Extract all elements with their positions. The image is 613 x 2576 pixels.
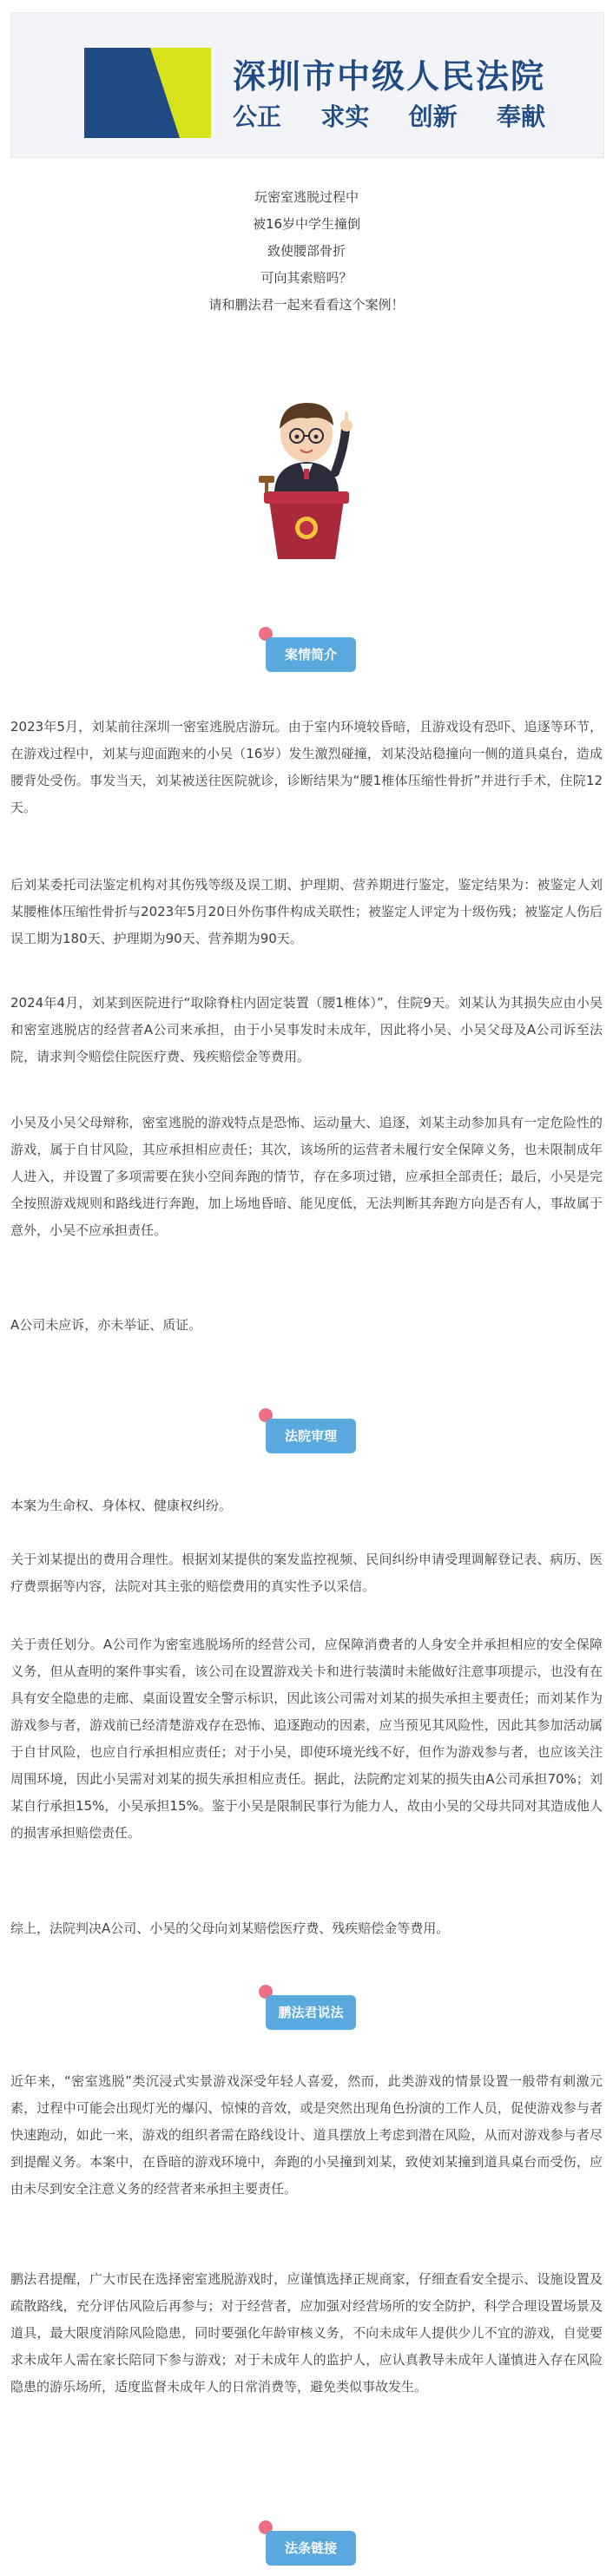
section-title: 案情简介 <box>266 637 356 672</box>
judge-paragraph: 近年来，“密室逃脱”类沉浸式实景游戏深受年轻人喜爱，然而，此类游戏的情景设置一般带有刺激元素，过程中可能会出现灯光的爆闪、惊悚的音效，或是突然出现角色扮演的工作人员，促使游戏参与者快速跑动，如此一来，游戏的组织者需在路线设计、道具摆放上考虑到潜在风险，从而对游戏参与者尽到提醒义务。本案中，在昏暗的游戏环境中，奔跑的小吴撞到刘某，致使刘某撞到道具桌台而受伤，应由未尽到安全注意义务的经营者来承担主要责任。 <box>10 2073 603 2197</box>
court-motto <box>233 98 545 133</box>
case-paragraph: A公司未应诉，亦未举证、质证。 <box>10 1317 202 1333</box>
judge-paragraph: 鹏法君提醒，广大市民在选择密室逃脱游戏时，应谨慎选择正规商家，仔细查看安全提示、设施设置及疏散路线，充分评估风险后再参与；对于经营者，应加强对经营场所的安全防护，科学合理设置场景及道具，最大限度消除风险隐患，同时要强化年龄审核义务，不向未成年人提供少儿不宜的游戏，自觉要求未成年人需在家长陪同下参与游戏；对于未成年人的监护人，应认真教导未成年人谨慎进入存在风险隐患的游乐场所，适度监督未成年人的日常消费等，避免类似事故发生。 <box>10 2271 603 2395</box>
section-title: 法条链接 <box>266 2531 356 2566</box>
court-logo-diagonal <box>150 48 180 138</box>
intro-line: 可向其索赔吗？ <box>260 270 353 286</box>
case-paragraph: 2023年5月，刘某前往深圳一密室逃脱店游玩。由于室内环境较昏暗，且游戏设有恐吓、追逐等环节，在游戏过程中，刘某与迎面跑来的小吴（16岁）发生激烈碰撞，刘某没站稳撞向一侧的道具桌台，造成腰背处受伤。事发当天，刘某被送往医院就诊，诊断结果为“腰1椎体压缩性骨折”并进行手术，住院12天。 <box>10 719 603 815</box>
section-header-trial <box>0 1408 613 1460</box>
intro-text <box>0 184 613 319</box>
motto-word: 求实 <box>320 102 370 131</box>
section-title: 法院审理 <box>266 1419 356 1453</box>
trial-paragraph: 本案为生命权、身体权、健康权纠纷。 <box>10 1498 233 1513</box>
motto-word: 奉献 <box>496 102 545 131</box>
case-paragraph: 后刘某委托司法鉴定机构对其伤残等级及误工期、护理期、营养期进行鉴定，鉴定结果为：被鉴定人刘某腰椎体压缩性骨折与2023年5月20日外伤事件构成关联性；被鉴定人评定为十级伤残；被鉴定人伤后误工期为180天、护理期为90天、营养期为90天。 <box>10 877 603 946</box>
section-header-case-intro <box>0 627 613 679</box>
intro-line: 玩密室逃脱过程中 <box>254 189 359 205</box>
case-paragraph: 小吴及小吴父母辩称，密室逃脱的游戏特点是恐怖、运动量大、追逐，刘某主动参加具有一定危险性的游戏，属于自甘风险，其应承担相应责任；其次，该场所的运营者未履行安全保障义务，也未限制成年人进入，并设置了多项需要在狭小空间奔跑的情节，存在多项过错，应承担全部责任；最后，小吴是完全按照游戏规则和路线进行奔跑，加上场地昏暗、能见度低，无法判断其奔跑方向是否有人，事故属于意外，小吴不应承担责任。 <box>10 1115 603 1238</box>
trial-paragraph: 关于刘某提出的费用合理性。根据刘某提供的案发监控视频、民间纠纷申请受理调解登记表、病历、医疗费票据等内容，法院对其主张的赔偿费用的真实性予以采信。 <box>10 1552 603 1594</box>
court-name: 深圳市中级人民法院 <box>233 57 546 96</box>
intro-line: 致使腰部骨折 <box>267 243 346 259</box>
intro-line: 请和鹏法君一起来看看这个案例！ <box>208 297 405 313</box>
court-logo-blue-block <box>84 48 150 138</box>
section-header-law-link <box>0 2520 613 2573</box>
judge-mascot-icon <box>241 389 372 563</box>
section-title: 鹏法君说法 <box>266 1995 356 2030</box>
intro-line: 被16岁中学生撞倒 <box>252 216 361 232</box>
trial-paragraph: 综上，法院判决A公司、小吴的父母向刘某赔偿医疗费、残疾赔偿金等费用。 <box>10 1920 450 1936</box>
court-banner <box>10 12 604 158</box>
case-paragraph: 2024年4月，刘某到医院进行“取除脊柱内固定装置（腰1椎体）”，住院9天。刘某认为其损失应由小吴和密室逃脱店的经营者A公司来承担，由于小吴事发时未成年，因此将小吴、小吴父母及A公司诉至法院，请求判令赔偿住院医疗费、残疾赔偿金等费用。 <box>10 995 603 1064</box>
motto-word: 公正 <box>233 102 282 131</box>
trial-paragraph: 关于责任划分。A公司作为密室逃脱场所的经营公司，应保障消费者的人身安全并承担相应的安全保障义务，但从查明的案件事实看，该公司在设置游戏关卡和进行装潢时未能做好注意事项提示，也没有在具有安全隐患的走廊、桌面设置安全警示标识，因此该公司需对刘某的损失承担主要责任；而刘某作为游戏参与者，游戏前已经清楚游戏存在恐怖、追逐跑动的因素，应当预见其风险性，因此其参加活动属于自甘风险，也应自行承担相应责任；对于小吴，即使环境光线不好，但作为游戏参与者，也应该关注周围环境，因此小吴需对刘某的损失承担相应责任。据此，法院酌定刘某的损失由A公司承担70%；刘某自行承担15%，小吴承担15%。鉴于小吴是限制民事行为能力人，故由小吴的父母共同对其造成他人的损害承担赔偿责任。 <box>10 1637 603 1841</box>
section-header-judge-says <box>0 1985 613 2037</box>
motto-word: 创新 <box>408 102 458 131</box>
